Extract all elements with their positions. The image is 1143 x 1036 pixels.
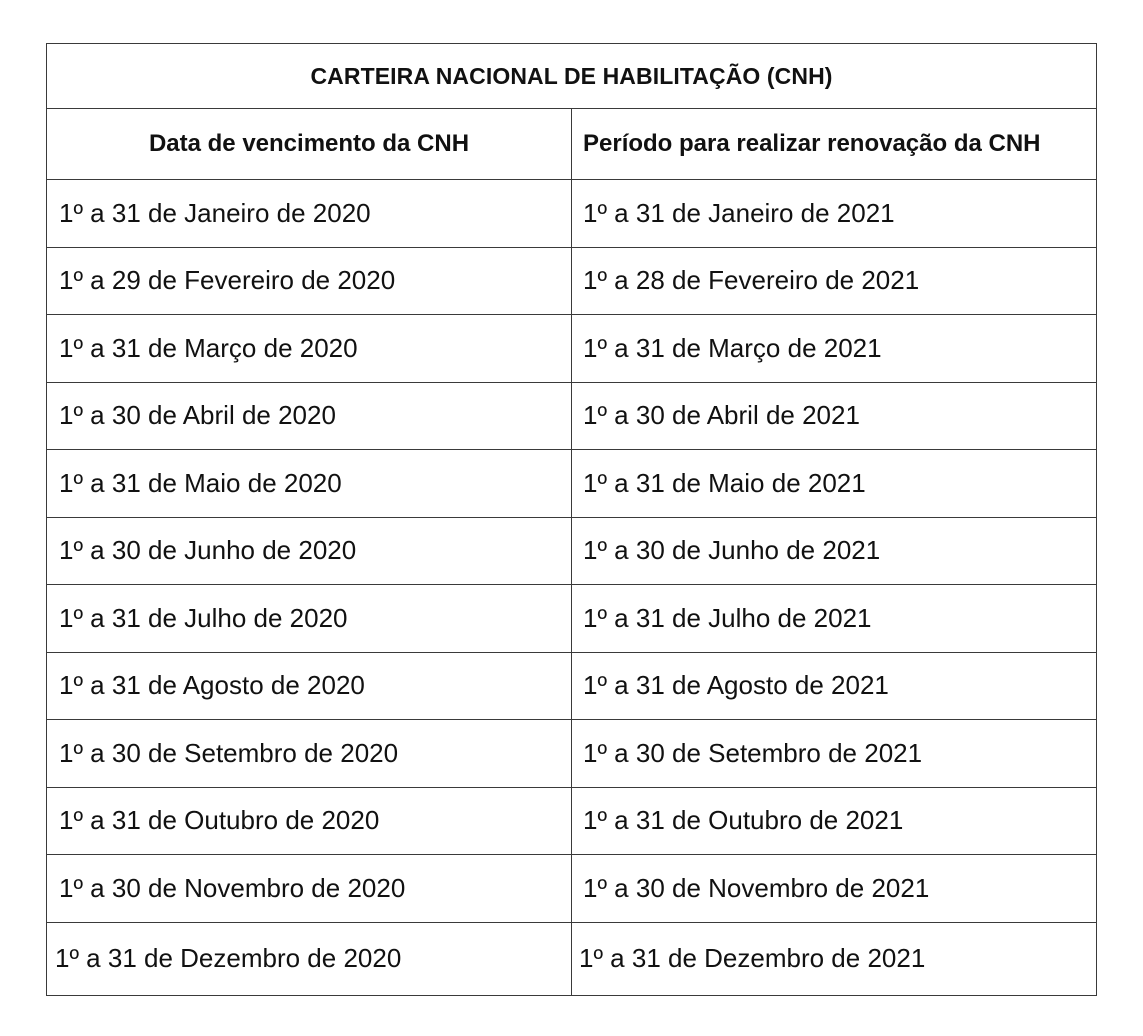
table-row — [47, 787, 1097, 855]
expiry-date-cell: 1º a 29 de Fevereiro de 2020 — [47, 247, 572, 315]
renewal-period-cell: 1º a 31 de Dezembro de 2021 — [572, 922, 1097, 995]
expiry-date-cell: 1º a 31 de Maio de 2020 — [47, 450, 572, 518]
expiry-date-cell: 1º a 30 de Novembro de 2020 — [47, 855, 572, 923]
expiry-date-cell: 1º a 31 de Outubro de 2020 — [47, 787, 572, 855]
expiry-date-cell: 1º a 30 de Setembro de 2020 — [47, 720, 572, 788]
expiry-date-cell: 1º a 31 de Agosto de 2020 — [47, 652, 572, 720]
expiry-date-cell: 1º a 31 de Março de 2020 — [47, 315, 572, 383]
expiry-date-cell: 1º a 31 de Dezembro de 2020 — [47, 922, 572, 995]
table-title: CARTEIRA NACIONAL DE HABILITAÇÃO (CNH) — [47, 44, 1097, 109]
table-row — [47, 922, 1097, 995]
renewal-period-cell: 1º a 31 de Março de 2021 — [572, 315, 1097, 383]
table-row — [47, 855, 1097, 923]
renewal-period-cell: 1º a 31 de Maio de 2021 — [572, 450, 1097, 518]
table-body — [47, 180, 1097, 996]
expiry-date-cell: 1º a 30 de Abril de 2020 — [47, 382, 572, 450]
column-header-renewal-period: Período para realizar renovação da CNH — [572, 109, 1097, 180]
table-row — [47, 247, 1097, 315]
table-row — [47, 720, 1097, 788]
table-header — [47, 44, 1097, 180]
table-row — [47, 315, 1097, 383]
renewal-period-cell: 1º a 31 de Agosto de 2021 — [572, 652, 1097, 720]
renewal-period-cell: 1º a 30 de Junho de 2021 — [572, 517, 1097, 585]
cnh-renewal-table — [46, 43, 1097, 996]
table-title-row — [47, 44, 1097, 109]
renewal-period-cell: 1º a 31 de Outubro de 2021 — [572, 787, 1097, 855]
table-row — [47, 180, 1097, 248]
expiry-date-cell: 1º a 31 de Julho de 2020 — [47, 585, 572, 653]
column-header-expiry-date: Data de vencimento da CNH — [47, 109, 572, 180]
renewal-period-cell: 1º a 30 de Abril de 2021 — [572, 382, 1097, 450]
expiry-date-cell: 1º a 31 de Janeiro de 2020 — [47, 180, 572, 248]
table-row — [47, 585, 1097, 653]
renewal-period-cell: 1º a 31 de Julho de 2021 — [572, 585, 1097, 653]
renewal-period-cell: 1º a 28 de Fevereiro de 2021 — [572, 247, 1097, 315]
table-row — [47, 450, 1097, 518]
table-row — [47, 517, 1097, 585]
expiry-date-cell: 1º a 30 de Junho de 2020 — [47, 517, 572, 585]
renewal-period-cell: 1º a 30 de Novembro de 2021 — [572, 855, 1097, 923]
table-row — [47, 382, 1097, 450]
column-header-row — [47, 109, 1097, 180]
renewal-period-cell: 1º a 30 de Setembro de 2021 — [572, 720, 1097, 788]
table-row — [47, 652, 1097, 720]
renewal-period-cell: 1º a 31 de Janeiro de 2021 — [572, 180, 1097, 248]
